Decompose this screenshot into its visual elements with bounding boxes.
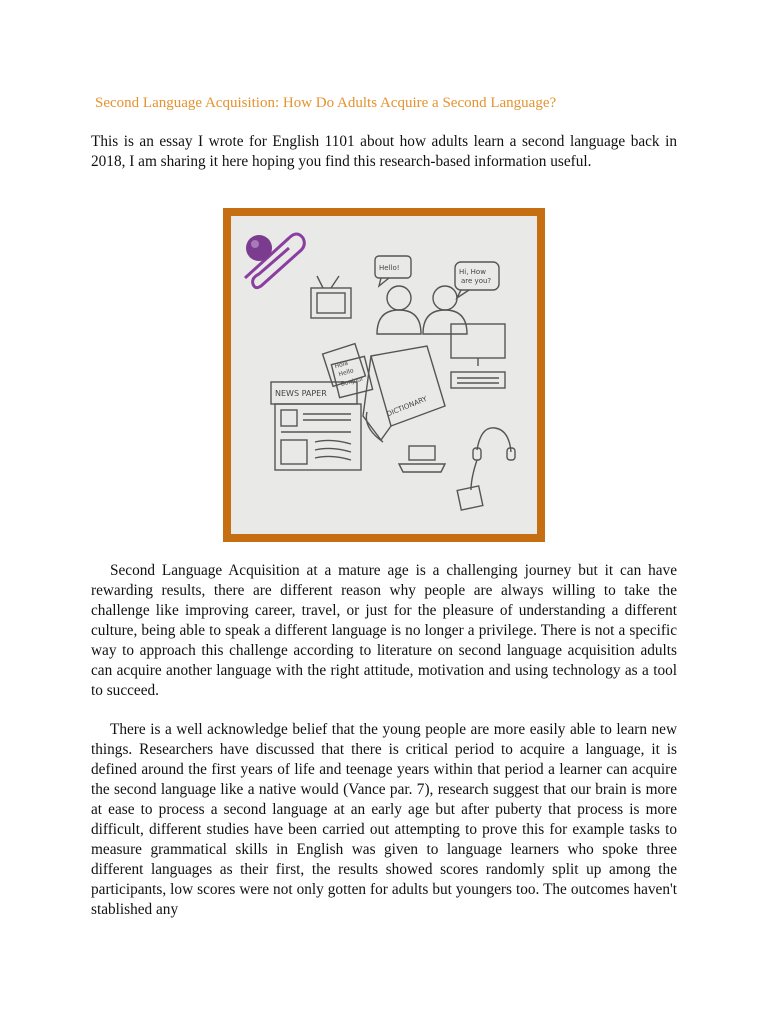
pushpin-icon [246,235,272,261]
newspaper-text: NEWS PAPER [275,389,327,398]
card-text-3: Bonjour [340,375,365,388]
essay-title: Second Language Acquisition: How Do Adults Acquire a Second Language? [95,95,557,111]
intro-paragraph: This is an essay I wrote for English 1101 about how adults learn a second language back in 2018, I am sharing it here hoping you find this research-based information useful. [91,133,677,170]
bubble-right-text-1: Hi, How [459,268,486,276]
dictionary-text: DICTIONARY [385,394,429,419]
card-text-1: Hola [333,359,349,371]
body-paragraph-2: There is a well acknowledge belief that the young people are more easily able to learn new things. Researchers have discussed that there is critical period to acquire a language, it is defined around the first years of life and teenage years within that period a learner can acquire the second language like a native would (Vance par. 7), research suggest that our brain is more at ease to process a second language at an early age but after puberty that process is more difficult, different studies have been carried out attempting to prove this for example tasks to measure grammatical skills in English was given to language learners who spoke three different languages as their first, the results showed scores randomly split up among the participants, low scores were not only gotten for adults but youngers too. The outcomes haven't stablished any [91,721,677,918]
bubble-left-text: Hello! [379,264,400,272]
bubble-right-text-2: are you? [461,277,492,285]
body-paragraph-1: Second Language Acquisition at a mature age is a challenging journey but it can have rewarding results, there are different reason why people are always willing to take the challenge like improving career, travel, or just for the pleasure of understanding a different culture, being able to speak a different language is no longer a privilege. There is not a specific way to approach this challenge according to literature on second language acquisition adults can acquire another language with the right attitude, motivation and using technology as a tool to succeed. [91,562,677,699]
sketch-illustration [223,208,545,542]
card-text-2: Hello [337,367,355,379]
sketch-drawing [231,216,537,534]
